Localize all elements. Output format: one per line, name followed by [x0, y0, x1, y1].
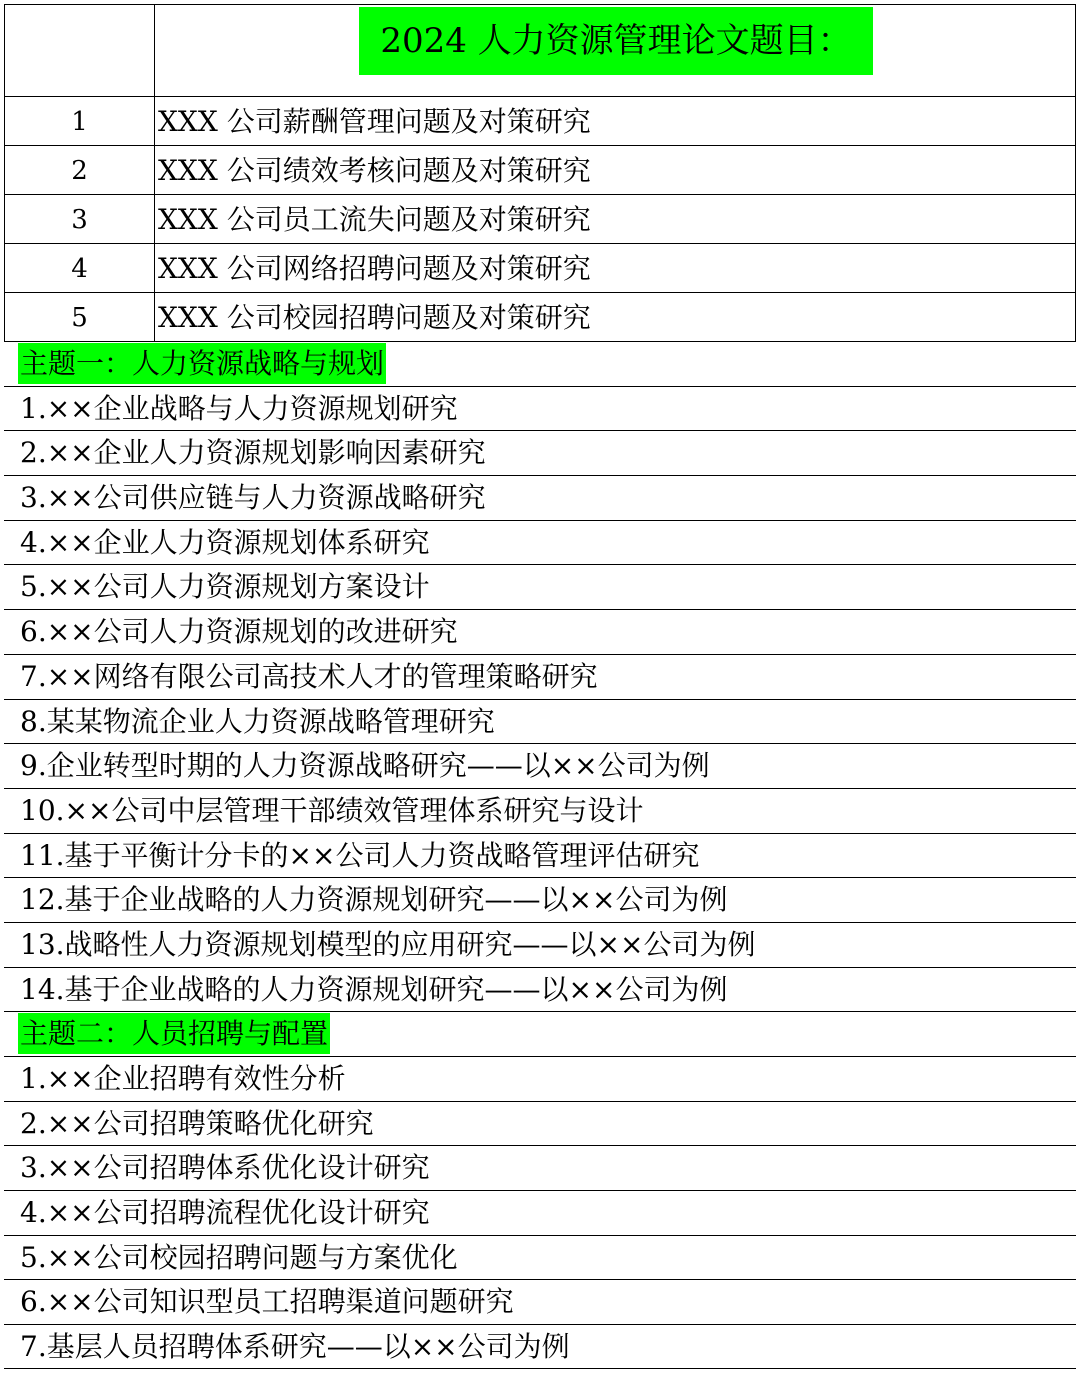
topic-heading-label: 主题二：人员招聘与配置 [18, 1013, 330, 1054]
list-item [4, 654, 1076, 699]
list-item-text: 13.战略性人力资源规划模型的应用研究——以××公司为例 [20, 927, 756, 961]
row-title: XXX 公司员工流失问题及对策研究 [158, 203, 591, 236]
list-item [4, 564, 1076, 609]
list-item [4, 1056, 1076, 1101]
numbered-row [4, 292, 1076, 341]
list-item [4, 967, 1076, 1012]
list-item [4, 699, 1076, 744]
list-item [4, 386, 1076, 431]
row-title: XXX 公司校园招聘问题及对策研究 [158, 301, 591, 334]
list-item-text: 5.××公司校园招聘问题与方案优化 [20, 1240, 458, 1274]
topic-heading-2 [4, 1011, 1076, 1056]
list-item-text: 6.××公司知识型员工招聘渠道问题研究 [20, 1285, 514, 1319]
list-item [4, 1145, 1076, 1190]
list-item-text: 8.某某物流企业人力资源战略管理研究 [20, 704, 495, 738]
numbered-row [4, 194, 1076, 243]
list-item [4, 520, 1076, 565]
list-item-text: 2.××企业人力资源规划影响因素研究 [20, 436, 486, 470]
list-item [4, 788, 1076, 833]
topic-sheet [4, 4, 1076, 1369]
row-title: XXX 公司绩效考核问题及对策研究 [158, 154, 591, 187]
list-item-text: 10.××公司中层管理干部绩效管理体系研究与设计 [20, 793, 644, 827]
list-item-text: 7.××网络有限公司高技术人才的管理策略研究 [20, 659, 598, 693]
list-item-text: 12.基于企业战略的人力资源规划研究——以××公司为例 [20, 883, 728, 917]
list-item [4, 877, 1076, 922]
topic-heading-label: 主题一：人力资源战略与规划 [18, 343, 386, 384]
list-item [4, 1235, 1076, 1280]
list-item-text: 4.××企业人力资源规划体系研究 [20, 525, 430, 559]
row-number: 3 [5, 195, 155, 243]
title-row [4, 4, 1076, 96]
row-title: XXX 公司薪酬管理问题及对策研究 [158, 105, 591, 138]
list-item [4, 609, 1076, 654]
list-item-text: 5.××公司人力资源规划方案设计 [20, 570, 430, 604]
list-item [4, 743, 1076, 788]
list-item [4, 1101, 1076, 1146]
list-item [4, 1190, 1076, 1235]
row-title: XXX 公司网络招聘问题及对策研究 [158, 252, 591, 285]
list-item-text: 4.××公司招聘流程优化设计研究 [20, 1196, 430, 1230]
list-item-text: 9.企业转型时期的人力资源战略研究——以××公司为例 [20, 749, 710, 783]
list-item-text: 2.××公司招聘策略优化研究 [20, 1106, 374, 1140]
list-item [4, 475, 1076, 520]
list-item-text: 3.××公司供应链与人力资源战略研究 [20, 481, 486, 515]
number-column-header [5, 5, 155, 97]
page-title: 2024 人力资源管理论文题目： [359, 7, 873, 75]
list-item [4, 430, 1076, 475]
list-item [4, 1324, 1076, 1369]
list-item-text: 14.基于企业战略的人力资源规划研究——以××公司为例 [20, 972, 728, 1006]
list-item-text: 6.××公司人力资源规划的改进研究 [20, 615, 458, 649]
numbered-row [4, 145, 1076, 194]
list-item-text: 1.××企业招聘有效性分析 [20, 1062, 346, 1095]
row-number: 1 [5, 97, 155, 145]
row-number: 2 [5, 146, 155, 194]
list-item-text: 11.基于平衡计分卡的××公司人力资战略管理评估研究 [20, 838, 700, 872]
list-item [4, 922, 1076, 967]
topic-heading-1 [4, 341, 1076, 386]
numbered-row [4, 243, 1076, 292]
list-item [4, 833, 1076, 878]
list-item [4, 1279, 1076, 1324]
list-item-text: 1.××企业战略与人力资源规划研究 [20, 391, 458, 425]
list-item-text: 7.基层人员招聘体系研究——以××公司为例 [20, 1330, 570, 1364]
numbered-row [4, 96, 1076, 145]
row-number: 4 [5, 244, 155, 292]
row-number: 5 [5, 293, 155, 341]
list-item-text: 3.××公司招聘体系优化设计研究 [20, 1151, 430, 1185]
